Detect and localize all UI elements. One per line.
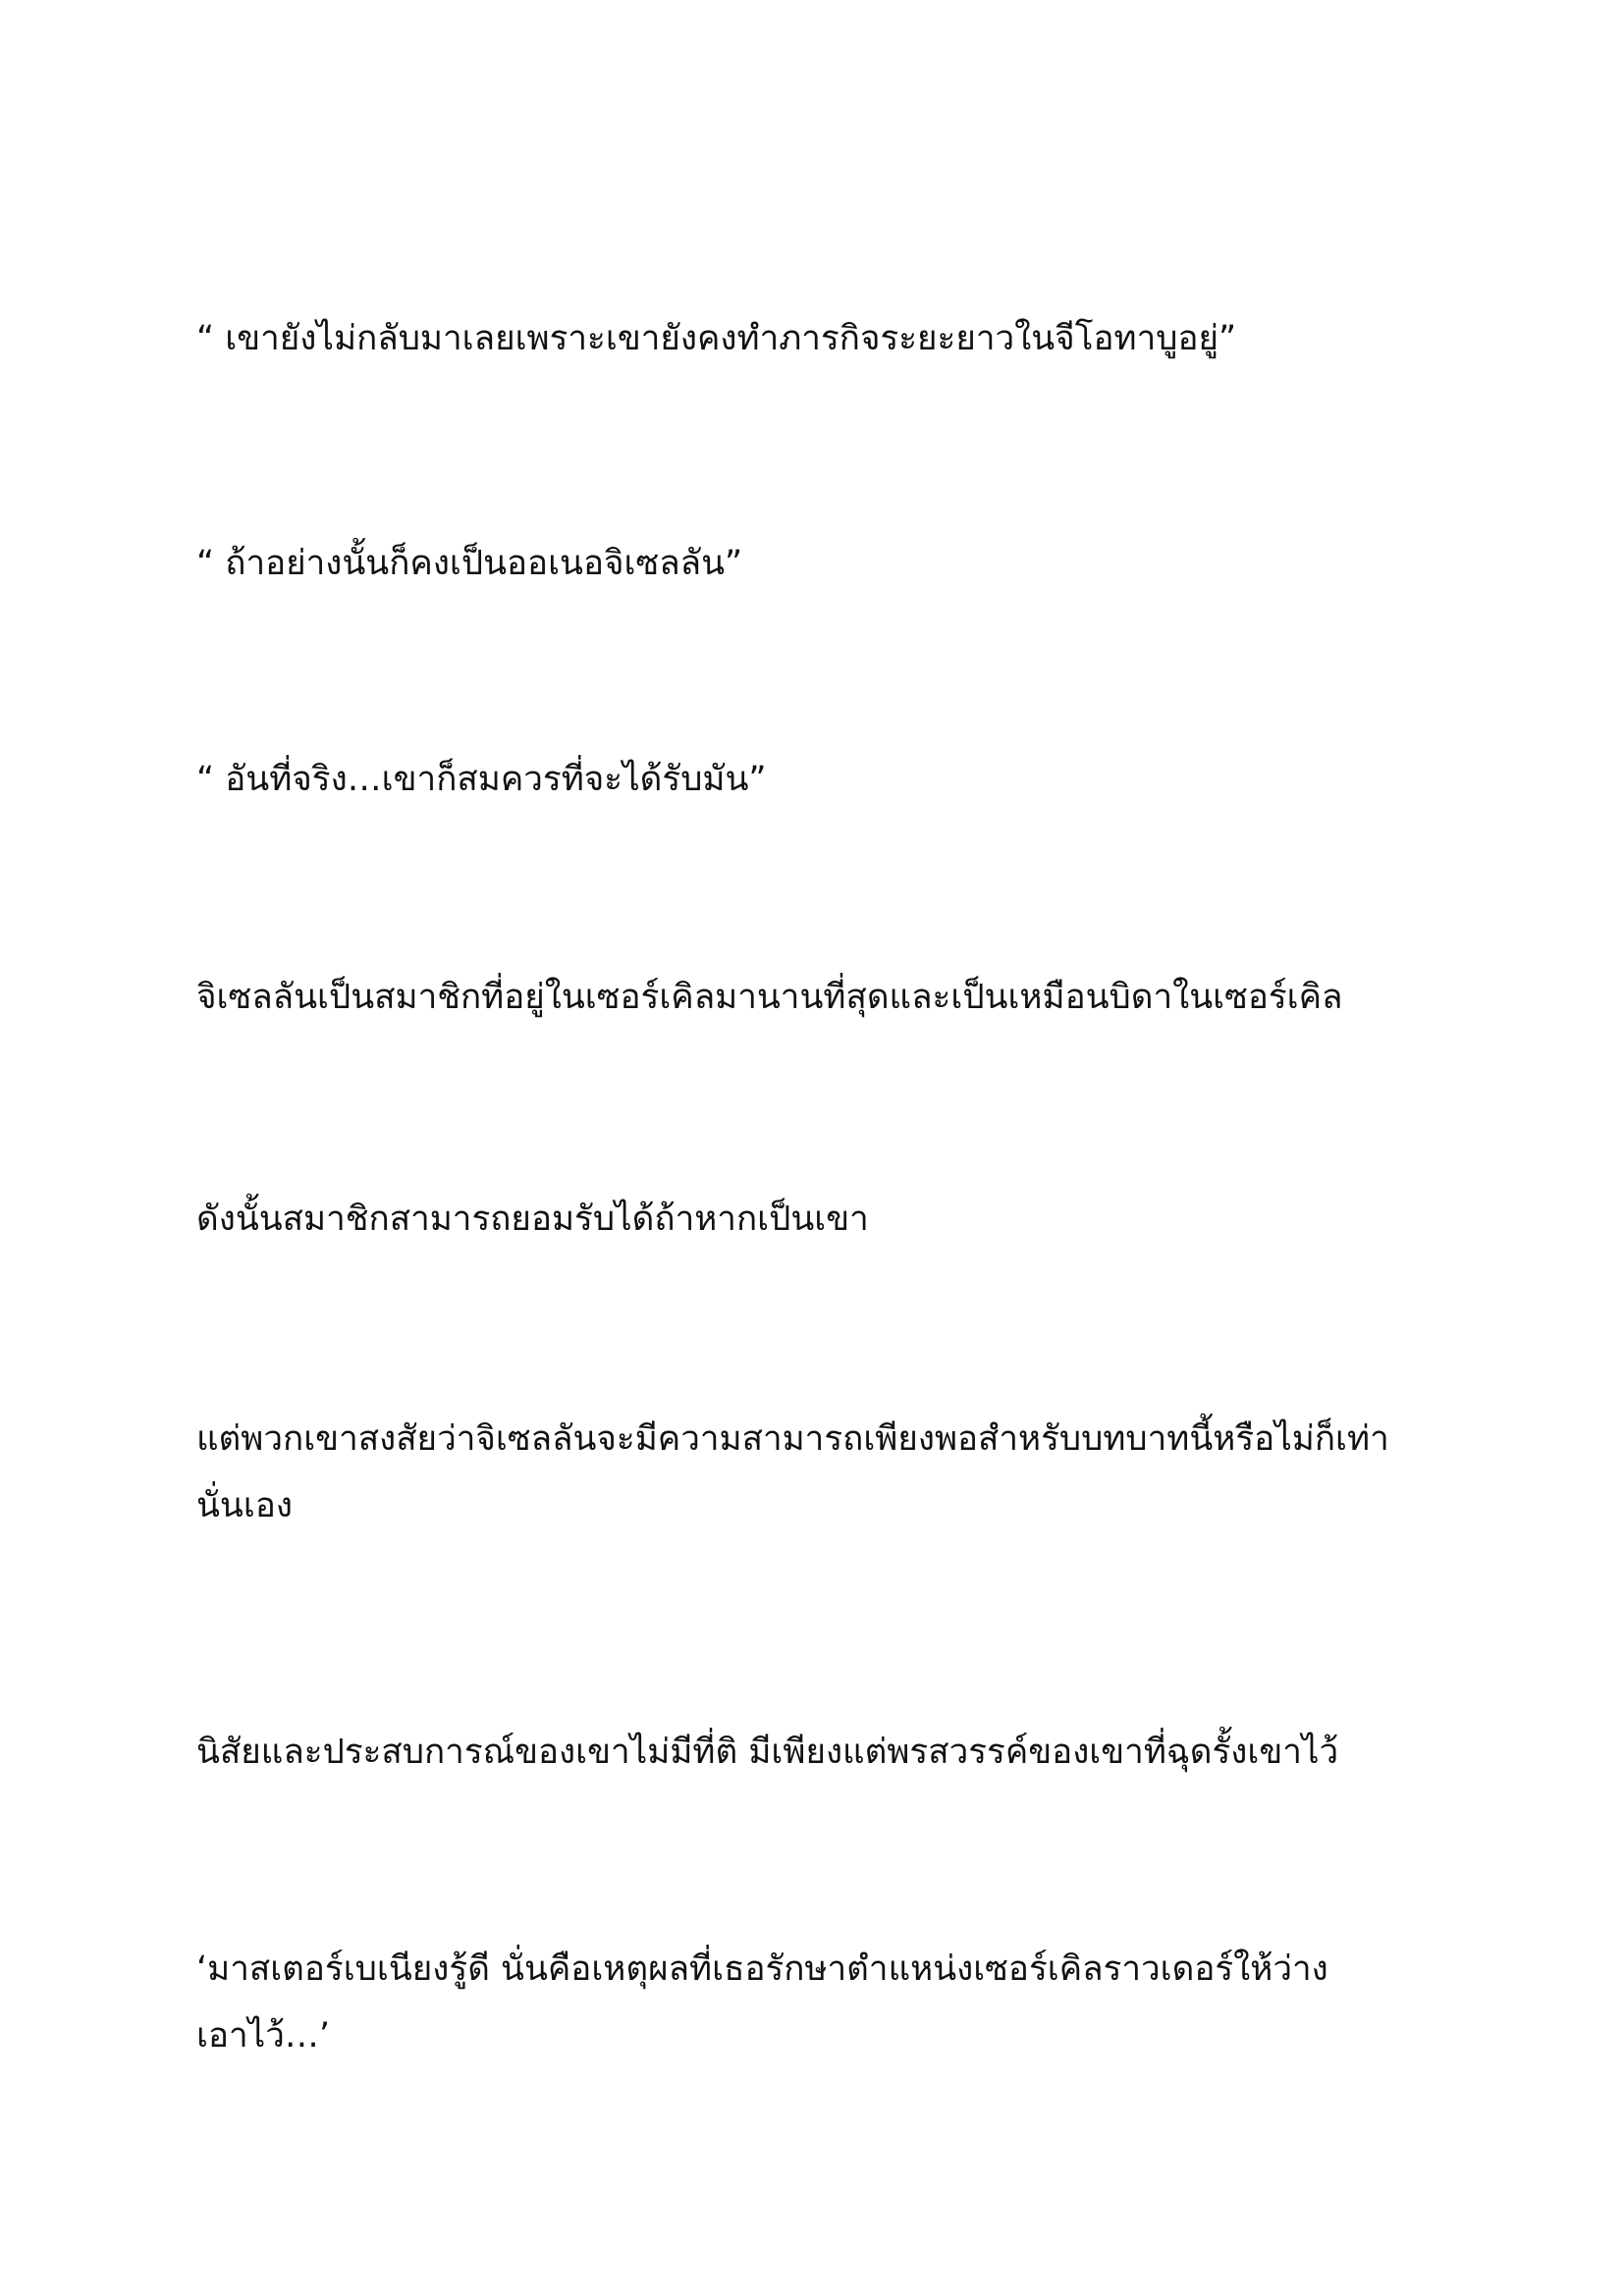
text-line: ‘มาสเตอร์เบเนียงรู้ดี นั่นคือเหตุผลที่เธอรักษาตำแหน่งเซอร์เคิลราวเดอร์ให้ว่าง bbox=[196, 1949, 1328, 1989]
narration-paragraph bbox=[196, 1186, 1434, 1253]
dialogue-paragraph bbox=[196, 305, 1434, 372]
text-line: แต่พวกเขาสงสัยว่าจิเซลลันจะมีความสามารถเพียงพอสำหรับบทบาทนี้หรือไม่ก็เท่า bbox=[196, 1419, 1389, 1459]
text-line: จิเซลลันเป็นสมาชิกที่อยู่ในเซอร์เคิลมานานที่สุดและเป็นเหมือนบิดาในเซอร์เคิล bbox=[196, 978, 1343, 1017]
narration-paragraph bbox=[196, 964, 1434, 1031]
text-line: “ ถ้าอย่างนั้นก็คงเป็นออเนอจิเซลลัน” bbox=[196, 544, 743, 583]
text-line: “ เขายังไม่กลับมาเลยเพราะเขายังคงทำภารกิจระยะยาวในจีโอทาบูอยู่” bbox=[196, 319, 1237, 358]
narration-paragraph bbox=[196, 1719, 1434, 1786]
text-line: นิสัยและประสบการณ์ของเขาไม่มีที่ติ มีเพียงแต่พรสวรรค์ของเขาที่ฉุดรั้งเขาไว้ bbox=[196, 1733, 1339, 1772]
text-line: เอาไว้…’ bbox=[196, 2016, 331, 2056]
narration-paragraph bbox=[196, 1406, 1434, 1539]
inner-thought-paragraph bbox=[196, 1936, 1434, 2069]
dialogue-paragraph bbox=[196, 746, 1434, 813]
text-line: ดังนั้นสมาชิกสามารถยอมรับได้ถ้าหากเป็นเขา bbox=[196, 1200, 869, 1239]
text-line: นั่นเอง bbox=[196, 1486, 293, 1525]
text-line: “ อันที่จริง…เขาก็สมควรที่จะได้รับมัน” bbox=[196, 760, 767, 799]
dialogue-paragraph bbox=[196, 530, 1434, 597]
